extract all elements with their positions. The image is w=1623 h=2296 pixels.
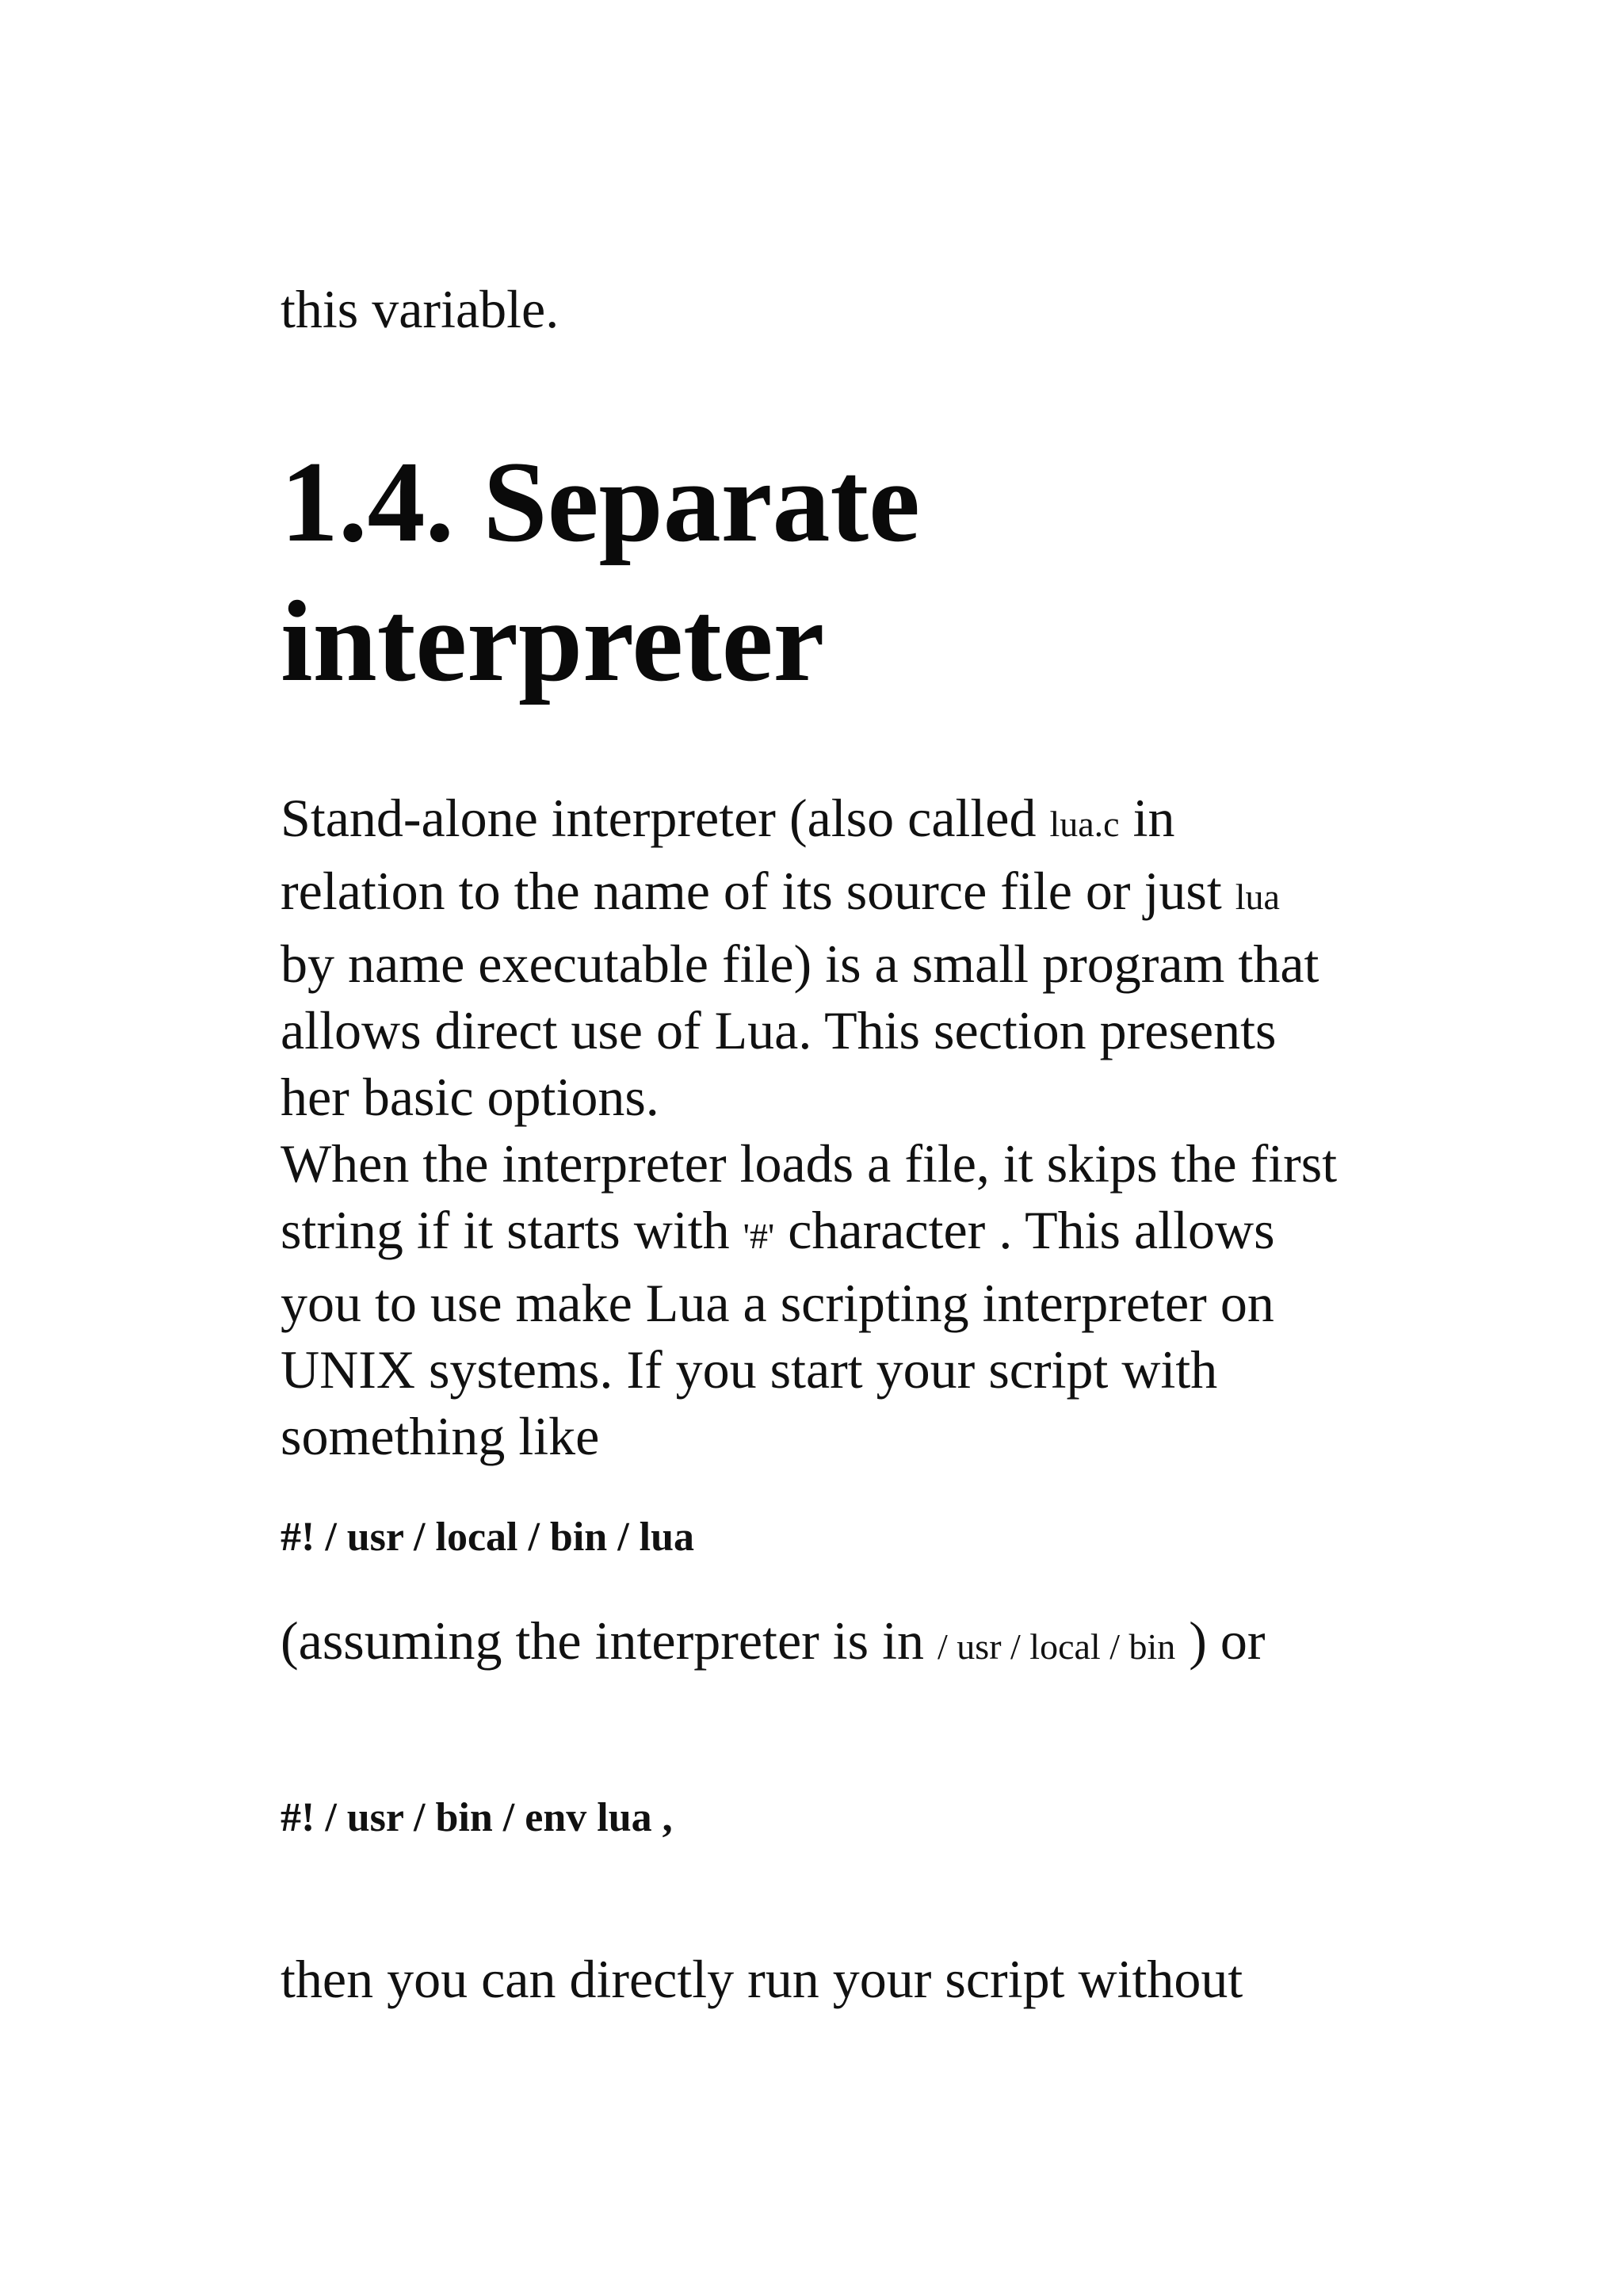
paragraph-text: by name executable file) is a small program that allows direct use of Lua. This section presents her basic options. (281, 934, 1319, 1127)
section-heading (281, 432, 920, 711)
code-block-shebang-env: #! / usr / bin / env lua , (281, 1795, 673, 1840)
paragraph-run-script: then you can directly run your script without (281, 1949, 1243, 2009)
paragraph-text: When the interpreter loads a file, it skips the first string if it starts with (281, 1133, 1338, 1260)
section-heading-line-1: 1.4. Separate (281, 437, 920, 566)
paragraph-text: Stand-alone interpreter (also called (281, 788, 1050, 848)
intro-paragraphs (281, 785, 1342, 1469)
lead-text: this variable. (281, 279, 559, 339)
paragraph-text: character . This allows you to use make Lua a scripting interpreter on UNIX systems. If you start your script with something like (281, 1200, 1275, 1466)
paragraph-text: (assuming the interpreter is in (281, 1610, 938, 1671)
document-page (281, 0, 1342, 2296)
inline-code-lua: lua (1235, 877, 1280, 917)
paragraph-assuming (281, 1607, 1342, 1680)
section-heading-line-2: interpreter (281, 577, 825, 705)
inline-code-hash: '#' (743, 1216, 775, 1256)
paragraph-text: ) or (1175, 1610, 1266, 1671)
inline-code-path: / usr / local / bin (938, 1626, 1176, 1667)
code-block-shebang-local: #! / usr / local / bin / lua (281, 1515, 695, 1560)
inline-code-lua-c: lua.c (1049, 804, 1120, 844)
paragraph-text: in relation to the name of its source file or just (281, 788, 1235, 921)
paragraph-shebang (281, 1130, 1342, 1469)
paragraph-standalone (281, 785, 1342, 1130)
